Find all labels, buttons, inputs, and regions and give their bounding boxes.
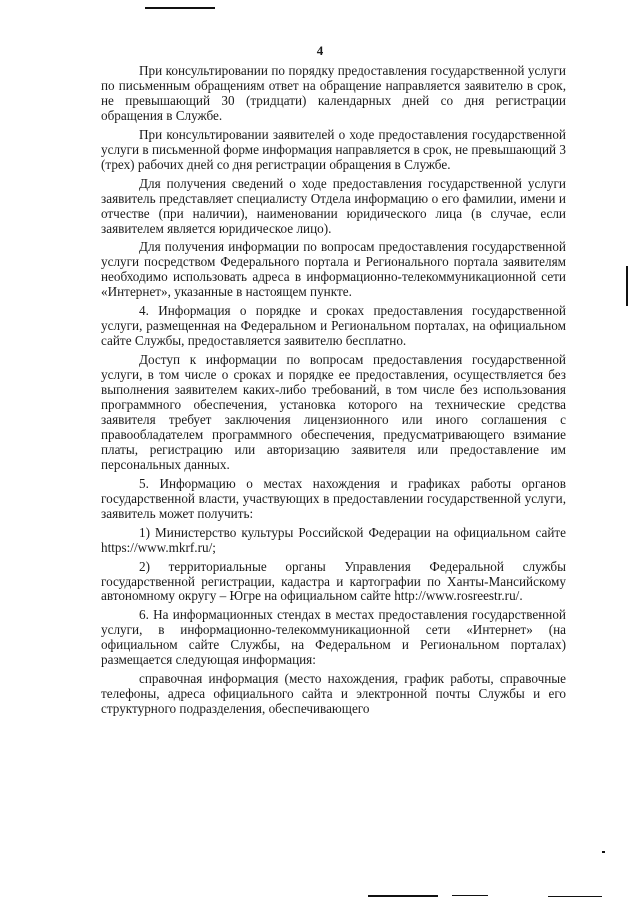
scan-artifact-bottom	[548, 896, 602, 897]
paragraph-section-5: 5. Информацию о местах нахождения и графиках работы органов государственной власти, участвующих в предоставлении государственной услуги, заявитель может получить:	[101, 475, 566, 521]
scan-artifact-top	[145, 7, 215, 9]
document-body	[101, 64, 566, 721]
paragraph-portal-access: Для получения информации по вопросам предоставления государственной услуги посредством Федерального портала и Регионального портала заявителям необходимо использовать адреса в информационно-телекоммуникационной сети «Интернет», указанные в настоящем пункте.	[101, 239, 566, 300]
list-item-ministry-culture: 1) Министерство культуры Российской Федерации на официальном сайте https://www.mkrf.ru/;	[101, 524, 566, 555]
scan-artifact-bottom	[368, 895, 438, 897]
paragraph-section-4: 4. Информация о порядке и сроках предоставления государственной услуги, размещенная на Федеральном и Региональном порталах, на официальном сайте Службы, предоставляется заявителю бесплатно.	[101, 303, 566, 349]
scan-artifact-right	[626, 266, 628, 306]
paragraph-free-access: Доступ к информации по вопросам предоставления государственной услуги, в том числе о сроках и порядке ее предоставления, осуществляется без выполнения заявителем каких-либо требований, в том числе без использования программного обеспечения, установка которого на технические средства заявителя требует заключения лицензионного или иного соглашения с правообладателем программного обеспечения, предусматривающего взимание платы, регистрацию или авторизацию заявителя или предоставление им персональных данных.	[101, 352, 566, 472]
paragraph-section-6: 6. На информационных стендах в местах предоставления государственной услуги, в информационно-телекоммуникационной сети «Интернет» (на официальном сайте Службы, на Федеральном и Региональном порталах) размещается следующая информация:	[101, 607, 566, 668]
page-number: 4	[316, 43, 324, 58]
paragraph-status-request: Для получения сведений о ходе предоставления государственной услуги заявитель представляет специалисту Отдела информацию о его фамилии, имени и отчестве (при наличии), наименовании юридического лица (в случае, если заявителем является юридическое лицо).	[101, 175, 566, 236]
paragraph-progress-consultation: При консультировании заявителей о ходе предоставления государственной услуги в письменной форме информация направляется в срок, не превышающий 3 (трех) рабочих дней со дня регистрации обращения в Службе.	[101, 126, 566, 172]
paragraph-reference-info: справочная информация (место нахождения, график работы, справочные телефоны, адреса официального сайта и электронной почты Службы и его структурного подразделения, обеспечивающего	[101, 671, 566, 717]
scan-artifact-dot	[602, 851, 605, 853]
scan-artifact-bottom	[452, 895, 488, 896]
list-item-rosreestr: 2) территориальные органы Управления Федеральной службы государственной регистрации, кадастра и картографии по Ханты-Мансийскому автономному округу – Югре на официальном сайте http://www.rosreestr.ru/.	[101, 558, 566, 604]
paragraph-written-consultation: При консультировании по порядку предоставления государственной услуги по письменным обращениям ответ на обращение направляется заявителю в срок, не превышающий 30 (тридцати) календарных дней со дня регистрации обращения в Службе.	[101, 63, 566, 123]
